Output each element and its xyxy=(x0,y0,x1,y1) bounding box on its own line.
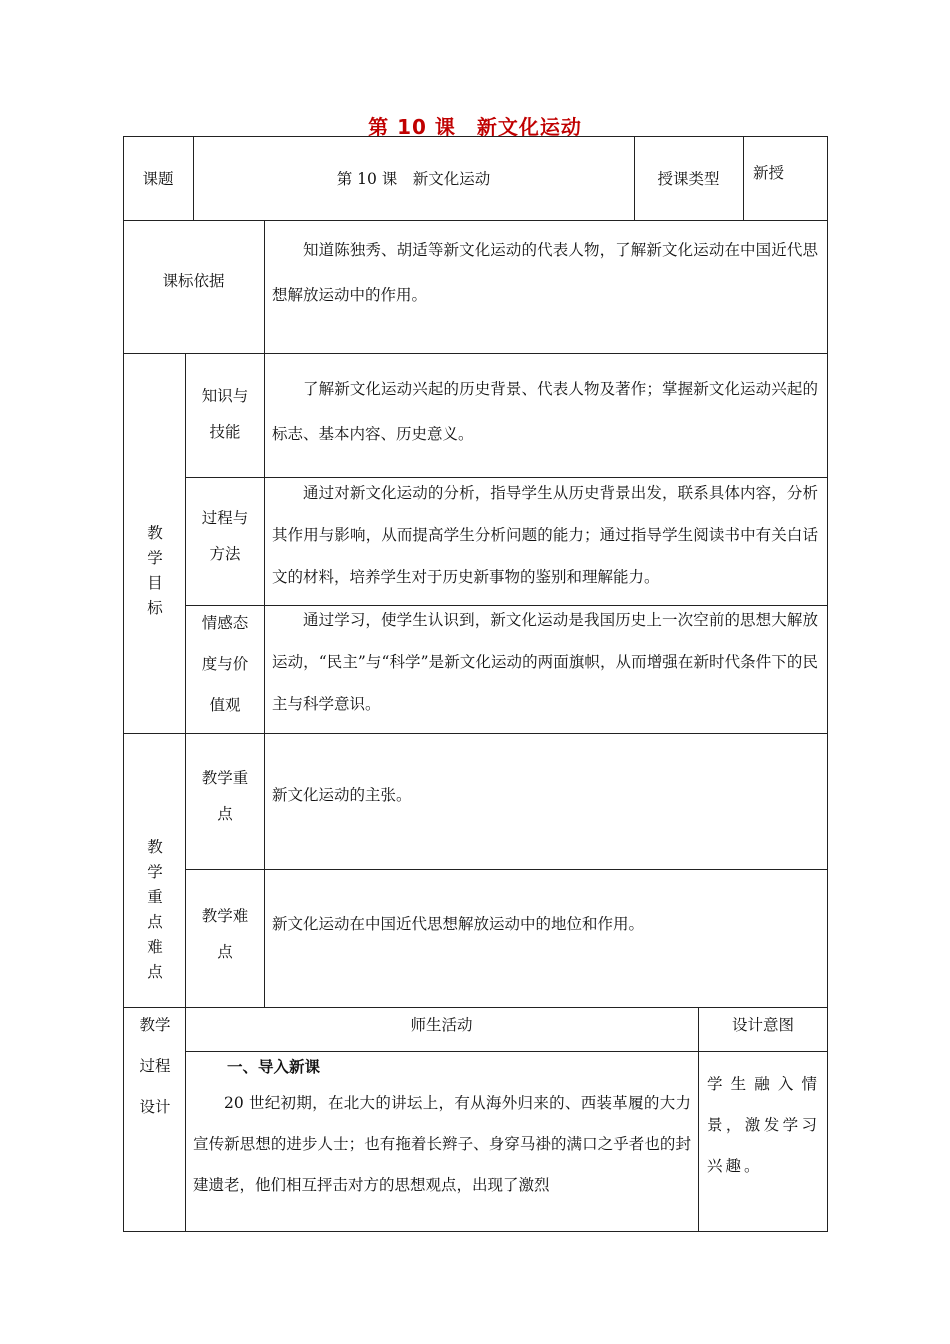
section-heading: 一、导入新课 xyxy=(227,1058,321,1076)
keypoints-label: 教学重点难点 xyxy=(147,838,163,981)
goal-process-label: 过程与方法 xyxy=(201,509,249,563)
key-point-label: 教学重点 xyxy=(201,769,249,823)
goal-process-text: 通过对新文化运动的分析，指导学生从历史背景出发，联系具体内容，分析其作用与影响，从而提高学生分析问题的能力；通过指导学生阅读书中有关白话文的材料，培养学生对于历史新事物的鉴别和理解能力。 xyxy=(272,484,818,586)
curriculum-text: 知道陈独秀、胡适等新文化运动的代表人物，了解新文化运动在中国近代思想解放运动中的作用。 xyxy=(272,241,818,304)
lesson-type-value: 新授 xyxy=(753,164,785,182)
process-label: 教学过程设计 xyxy=(139,1016,171,1116)
activity-column-header: 师生活动 xyxy=(410,1016,473,1034)
page-title: 第 10 课 新文化运动 xyxy=(368,115,582,139)
intent-text: 学生融入情景，激发学习兴趣。 xyxy=(707,1075,820,1175)
lesson-type-label: 授课类型 xyxy=(657,170,720,188)
goal-knowledge-text: 了解新文化运动兴起的历史背景、代表人物及著作；掌握新文化运动兴起的标志、基本内容、历史意义。 xyxy=(272,380,818,443)
difficult-point-label: 教学难点 xyxy=(201,907,249,961)
goal-attitude-text: 通过学习，使学生认识到，新文化运动是我国历史上一次空前的思想大解放运动，“民主”与“科学”是新文化运动的两面旗帜，从而增强在新时代条件下的民主与科学意识。 xyxy=(272,611,818,713)
topic-value: 第 10 课 新文化运动 xyxy=(336,170,491,188)
topic-label: 课题 xyxy=(142,170,174,188)
curriculum-label: 课标依据 xyxy=(162,272,225,290)
section-text: 20 世纪初期，在北大的讲坛上，有从海外归来的、西装革履的大力宣传新思想的进步人士；也有拖着长辫子、身穿马褂的满口之乎者也的封建遗老，他们相互抨击对方的思想观点，出现了激烈 xyxy=(193,1094,691,1194)
difficult-point-text: 新文化运动在中国近代思想解放运动中的地位和作用。 xyxy=(272,915,645,933)
intent-column-header: 设计意图 xyxy=(731,1016,794,1034)
goals-label: 教学目标 xyxy=(147,524,163,617)
goal-attitude-label: 情感态度与价值观 xyxy=(201,614,249,714)
key-point-text: 新文化运动的主张。 xyxy=(272,786,412,804)
goal-knowledge-label: 知识与技能 xyxy=(201,387,249,441)
